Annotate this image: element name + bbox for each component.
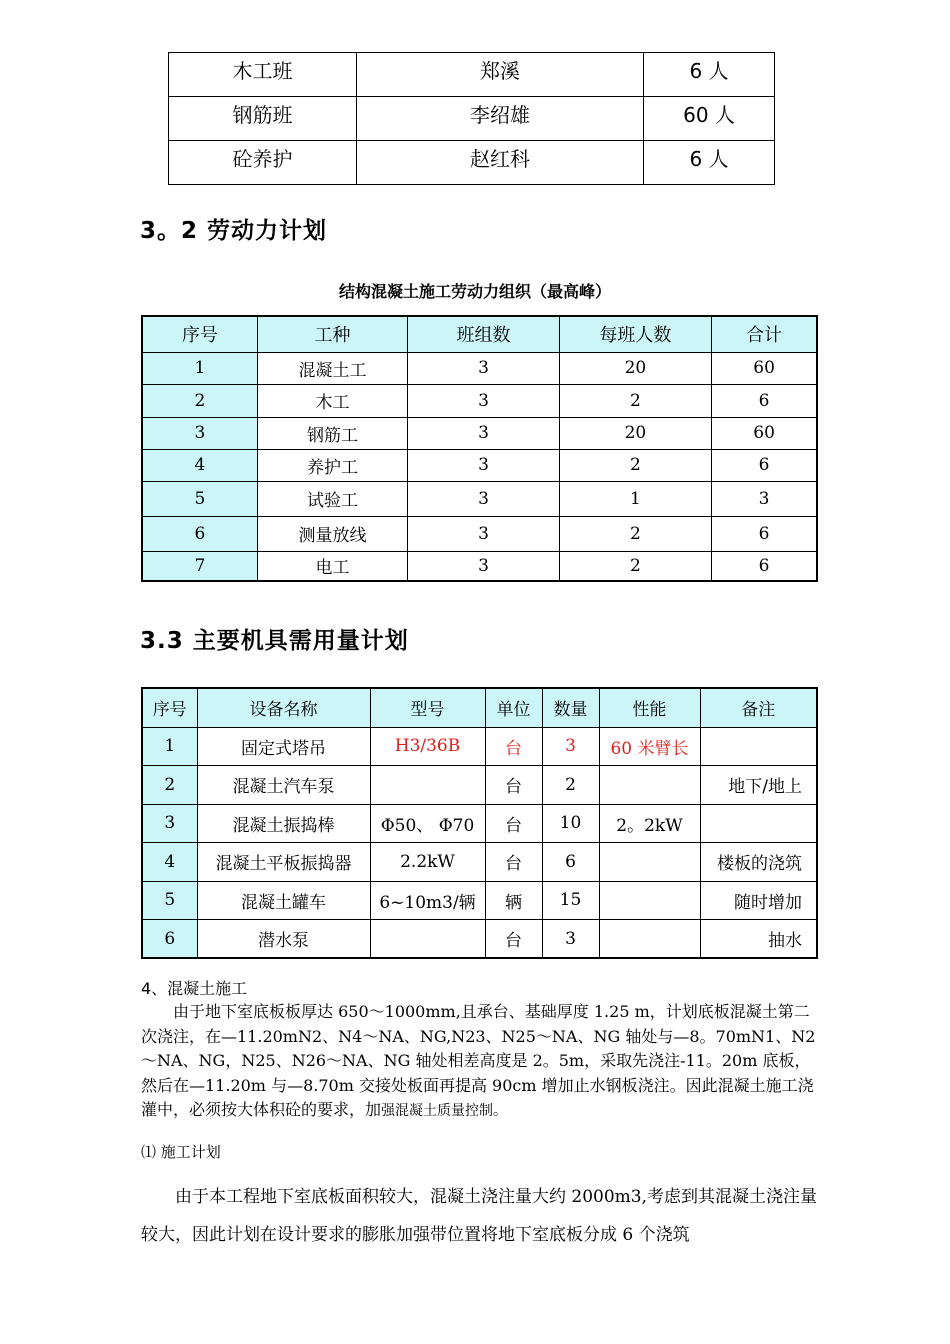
machinery-cell: Φ50、 Φ70: [370, 804, 485, 843]
labor-cell: 6: [712, 384, 817, 417]
machinery-cell: 台: [485, 920, 542, 959]
machinery-cell: [700, 727, 817, 766]
machinery-cell: 台: [485, 727, 542, 766]
machinery-cell: 混凝土汽车泵: [197, 766, 370, 805]
labor-cell: 2: [559, 449, 711, 481]
machinery-table-row: [142, 727, 817, 766]
plan-paragraph-text: 由于本工程地下室底板面积较大，混凝土浇注量大约 2000m3,考虑到其混凝土浇注量较大，因此计划在设计要求的膨胀加强带位置将地下室底板分成 6 个浇筑: [141, 1187, 818, 1245]
machinery-cell: 混凝土平板振捣器: [197, 843, 370, 882]
machinery-cell: 台: [485, 766, 542, 805]
team-leader-row: [169, 97, 775, 141]
machinery-cell: [700, 804, 817, 843]
machinery-cell: [599, 843, 700, 882]
labor-cell: 3: [712, 481, 817, 516]
machinery-cell: 楼板的浇筑: [700, 843, 817, 882]
labor-cell: 木工: [257, 384, 407, 417]
machinery-cell: 固定式塔吊: [197, 727, 370, 766]
labor-header-cell: 合计: [712, 316, 817, 352]
labor-table-row: [142, 384, 817, 417]
machinery-cell: 4: [142, 843, 197, 882]
machinery-cell: 2: [142, 766, 197, 805]
labor-cell: 3: [408, 551, 559, 581]
machinery-cell: 辆: [485, 881, 542, 920]
section-heading-concrete-construction: 4、混凝土施工: [141, 979, 248, 998]
labor-cell: 混凝土工: [257, 352, 407, 384]
machinery-header-cell: 设备名称: [197, 688, 370, 727]
labor-cell: 5: [142, 481, 257, 516]
machinery-cell: 台: [485, 804, 542, 843]
machinery-header-cell: 数量: [542, 688, 599, 727]
labor-cell: 20: [559, 352, 711, 384]
machinery-cell: 3: [142, 804, 197, 843]
machinery-cell: 3: [542, 920, 599, 959]
machinery-cell: 6: [542, 843, 599, 882]
labor-header-cell: 序号: [142, 316, 257, 352]
labor-table-row: [142, 352, 817, 384]
labor-cell: 养护工: [257, 449, 407, 481]
labor-table-row: [142, 551, 817, 581]
labor-cell: 6: [142, 516, 257, 551]
labor-cell: 6: [712, 551, 817, 581]
labor-table-caption: 结构混凝土施工劳动力组织（最高峰）: [338, 282, 611, 301]
labor-cell: 3: [408, 417, 559, 449]
labor-table-header-row: [142, 316, 817, 352]
labor-cell: 1: [559, 481, 711, 516]
machinery-cell: 10: [542, 804, 599, 843]
headcount-cell: 6 人: [644, 141, 775, 185]
machinery-cell: 混凝土振捣棒: [197, 804, 370, 843]
machinery-table-header-row: [142, 688, 817, 727]
machinery-header-cell: 型号: [370, 688, 485, 727]
machinery-table-row: [142, 843, 817, 882]
leader-name-cell: 李绍雄: [357, 97, 644, 141]
labor-cell: 60: [712, 417, 817, 449]
labor-cell: 2: [559, 384, 711, 417]
labor-header-cell: 班组数: [408, 316, 559, 352]
labor-cell: 3: [408, 352, 559, 384]
labor-table-row: [142, 481, 817, 516]
headcount-cell: 6 人: [644, 53, 775, 97]
team-name-cell: 砼养护: [169, 141, 357, 185]
labor-cell: 2: [142, 384, 257, 417]
labor-cell: 2: [559, 516, 711, 551]
labor-cell: 3: [408, 449, 559, 481]
machinery-cell: 15: [542, 881, 599, 920]
labor-header-cell: 每班人数: [559, 316, 711, 352]
section-heading-labor-plan: 3。2 劳动力计划: [140, 218, 328, 244]
section-heading-machinery-plan: 3.3 主要机具需用量计划: [140, 628, 409, 654]
machinery-cell: [599, 766, 700, 805]
machinery-header-cell: 性能: [599, 688, 700, 727]
machinery-cell: [599, 920, 700, 959]
machinery-cell: [599, 881, 700, 920]
machinery-header-cell: 序号: [142, 688, 197, 727]
labor-cell: 2: [559, 551, 711, 581]
machinery-table-row: [142, 766, 817, 805]
machinery-table-row: [142, 920, 817, 959]
machinery-cell: [370, 920, 485, 959]
machinery-table-row: [142, 881, 817, 920]
machinery-cell: 2: [542, 766, 599, 805]
leader-name-cell: 郑溪: [357, 53, 644, 97]
labor-cell: 钢筋工: [257, 417, 407, 449]
labor-cell: 1: [142, 352, 257, 384]
machinery-cell: H3/36B: [370, 727, 485, 766]
machinery-cell: 台: [485, 843, 542, 882]
labor-cell: 3: [408, 516, 559, 551]
labor-cell: 4: [142, 449, 257, 481]
labor-table: [141, 315, 818, 582]
labor-table-row: [142, 417, 817, 449]
machinery-cell: 5: [142, 881, 197, 920]
machinery-cell: 6~10m3/辆: [370, 881, 485, 920]
machinery-table: [141, 687, 818, 959]
labor-cell: 60: [712, 352, 817, 384]
machinery-header-cell: 备注: [700, 688, 817, 727]
labor-cell: 3: [408, 384, 559, 417]
labor-cell: 测量放线: [257, 516, 407, 551]
machinery-cell: 潜水泵: [197, 920, 370, 959]
machinery-cell: 地下/地上: [700, 766, 817, 805]
concrete-construction-paragraph: [141, 1000, 821, 1124]
labor-header-cell: 工种: [257, 316, 407, 352]
labor-cell: 6: [712, 516, 817, 551]
machinery-cell: 2.2kW: [370, 843, 485, 882]
construction-plan-subheading: ⑴ 施工计划: [141, 1143, 221, 1161]
machinery-cell: 混凝土罐车: [197, 881, 370, 920]
team-leader-row: [169, 141, 775, 185]
headcount-cell: 60 人: [644, 97, 775, 141]
labor-table-row: [142, 449, 817, 481]
team-leader-table: [168, 52, 775, 185]
machinery-cell: 6: [142, 920, 197, 959]
labor-cell: 3: [408, 481, 559, 516]
team-name-cell: 木工班: [169, 53, 357, 97]
team-name-cell: 钢筋班: [169, 97, 357, 141]
labor-cell: 3: [142, 417, 257, 449]
machinery-table-row: [142, 804, 817, 843]
leader-name-cell: 赵红科: [357, 141, 644, 185]
machinery-cell: 60 米臂长: [599, 727, 700, 766]
labor-cell: 7: [142, 551, 257, 581]
machinery-cell: [370, 766, 485, 805]
machinery-cell: 抽水: [700, 920, 817, 959]
machinery-cell: 1: [142, 727, 197, 766]
labor-table-row: [142, 516, 817, 551]
labor-cell: 电工: [257, 551, 407, 581]
labor-cell: 6: [712, 449, 817, 481]
construction-plan-paragraph: [141, 1178, 821, 1254]
machinery-cell: 2。2kW: [599, 804, 700, 843]
paragraph-tail-text: 强混凝土质量控制。: [381, 1103, 508, 1120]
paragraph-main-text: 由于地下室底板板厚达 650～1000mm,且承台、基础厚度 1.25 m，计划底板混凝土第二次浇注，在—11.20mN2、N4～NA、NG,N23、N25～NA、NG 轴处与—8。70mN1、N2～NA、NG，N25、N26～NA、NG 轴处相差高度是 2。5m，采取先浇注-11。20m 底板，然后在—11.20m 与—8.70m 交接处板面再提高 90cm 增加止水钢板浇注。因此混凝土施工浇灌中，必须按大体积砼的要求，加: [141, 1002, 816, 1120]
machinery-header-cell: 单位: [485, 688, 542, 727]
labor-cell: 试验工: [257, 481, 407, 516]
labor-cell: 20: [559, 417, 711, 449]
machinery-cell: 随时增加: [700, 881, 817, 920]
machinery-cell: 3: [542, 727, 599, 766]
team-leader-row: [169, 53, 775, 97]
